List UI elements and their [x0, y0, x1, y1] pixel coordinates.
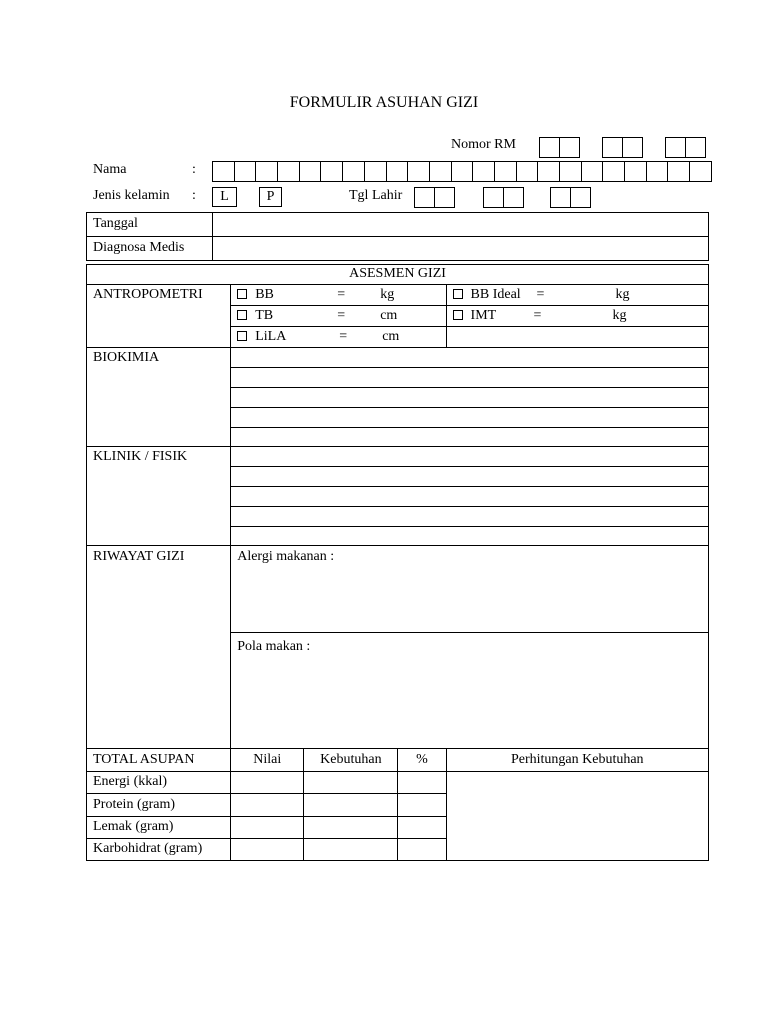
- asesmen-heading: ASESMEN GIZI: [87, 265, 709, 285]
- tgl-lahir-month[interactable]: [483, 187, 523, 208]
- nama-cell[interactable]: [342, 161, 365, 182]
- nomor-rm-group-2[interactable]: [602, 137, 642, 158]
- biokimia-line[interactable]: [231, 368, 709, 388]
- klinik-fisik-label: KLINIK / FISIK: [87, 447, 231, 546]
- nama-cell[interactable]: [516, 161, 539, 182]
- lemak-nilai[interactable]: [231, 817, 304, 839]
- biokimia-line[interactable]: [231, 348, 709, 368]
- alergi-makanan-field[interactable]: [231, 546, 709, 633]
- tb-field[interactable]: TB = cm: [231, 306, 446, 327]
- nama-cell[interactable]: [451, 161, 474, 182]
- pola-makan-field[interactable]: [231, 633, 709, 749]
- nomor-rm-group-1[interactable]: [539, 137, 579, 158]
- nomor-rm-cell[interactable]: [539, 137, 560, 158]
- nama-cell[interactable]: [494, 161, 517, 182]
- lemak-kebutuhan[interactable]: [304, 817, 398, 839]
- nama-cell[interactable]: [646, 161, 669, 182]
- klinik-line[interactable]: [231, 467, 709, 487]
- nomor-rm-cell[interactable]: [602, 137, 623, 158]
- tgl-lahir-label: Tgl Lahir: [349, 188, 403, 203]
- bb-ideal-checkbox[interactable]: [453, 289, 463, 299]
- tb-checkbox[interactable]: [237, 310, 247, 320]
- tgl-lahir-day[interactable]: [414, 187, 454, 208]
- col-persen: %: [398, 749, 446, 772]
- lila-field[interactable]: LiLA = cm: [231, 327, 446, 348]
- perhitungan-kebutuhan-field[interactable]: [446, 772, 708, 861]
- nama-cell[interactable]: [320, 161, 343, 182]
- tgl-lahir-cell[interactable]: [414, 187, 435, 208]
- protein-nilai[interactable]: [231, 794, 304, 817]
- asesmen-table: [86, 264, 709, 861]
- nama-cell[interactable]: [407, 161, 430, 182]
- klinik-line[interactable]: [231, 527, 709, 546]
- energi-persen[interactable]: [398, 772, 446, 794]
- biokimia-line[interactable]: [231, 408, 709, 428]
- diagnosa-field[interactable]: [213, 237, 709, 261]
- nama-cell[interactable]: [255, 161, 278, 182]
- row-karbohidrat-label: Karbohidrat (gram): [87, 839, 231, 861]
- karbohidrat-persen[interactable]: [398, 839, 446, 861]
- nama-cell[interactable]: [472, 161, 495, 182]
- alergi-makanan-label: Alergi makanan :: [237, 549, 335, 564]
- empty-cell: [446, 327, 708, 348]
- nomor-rm-cell[interactable]: [559, 137, 580, 158]
- nomor-rm-label: Nomor RM: [451, 137, 516, 152]
- protein-kebutuhan[interactable]: [304, 794, 398, 817]
- nama-cell[interactable]: [429, 161, 452, 182]
- lemak-persen[interactable]: [398, 817, 446, 839]
- row-energi-label: Energi (kkal): [87, 772, 231, 794]
- nama-cells[interactable]: [212, 161, 711, 182]
- gender-p-box[interactable]: P: [259, 187, 282, 207]
- lila-checkbox[interactable]: [237, 331, 247, 341]
- klinik-line[interactable]: [231, 507, 709, 527]
- tgl-lahir-cell[interactable]: [483, 187, 504, 208]
- nama-cell[interactable]: [559, 161, 582, 182]
- karbohidrat-nilai[interactable]: [231, 839, 304, 861]
- bb-ideal-field[interactable]: BB Ideal = kg: [446, 285, 708, 306]
- nama-cell[interactable]: [234, 161, 257, 182]
- nama-cell[interactable]: [364, 161, 387, 182]
- riwayat-gizi-label: RIWAYAT GIZI: [87, 546, 231, 749]
- nama-cell[interactable]: [689, 161, 712, 182]
- nama-cell[interactable]: [277, 161, 300, 182]
- info-table: [86, 212, 709, 261]
- form-title: FORMULIR ASUHAN GIZI: [289, 94, 479, 111]
- row-lemak-label: Lemak (gram): [87, 817, 231, 839]
- tanggal-label: Tanggal: [87, 213, 213, 237]
- tgl-lahir-cell[interactable]: [503, 187, 524, 208]
- pola-makan-label: Pola makan :: [237, 639, 311, 654]
- nomor-rm-cell[interactable]: [665, 137, 686, 158]
- jenis-kelamin-label: Jenis kelamin: [93, 188, 170, 203]
- col-kebutuhan: Kebutuhan: [304, 749, 398, 772]
- nama-cell[interactable]: [624, 161, 647, 182]
- nama-cell[interactable]: [581, 161, 604, 182]
- imt-field[interactable]: IMT = kg: [446, 306, 708, 327]
- karbohidrat-kebutuhan[interactable]: [304, 839, 398, 861]
- biokimia-label: BIOKIMIA: [87, 348, 231, 447]
- nama-label: Nama: [93, 162, 127, 177]
- energi-nilai[interactable]: [231, 772, 304, 794]
- col-nilai: Nilai: [231, 749, 304, 772]
- biokimia-line[interactable]: [231, 388, 709, 408]
- diagnosa-label: Diagnosa Medis: [87, 237, 213, 261]
- nomor-rm-group-3[interactable]: [665, 137, 705, 158]
- tgl-lahir-cell[interactable]: [434, 187, 455, 208]
- klinik-line[interactable]: [231, 447, 709, 467]
- nama-cell[interactable]: [537, 161, 560, 182]
- total-asupan-label: TOTAL ASUPAN: [87, 749, 231, 772]
- nomor-rm-cell[interactable]: [622, 137, 643, 158]
- energi-kebutuhan[interactable]: [304, 772, 398, 794]
- nama-colon: :: [192, 162, 196, 177]
- jenis-kelamin-colon: :: [192, 188, 196, 203]
- tgl-lahir-cell[interactable]: [570, 187, 591, 208]
- antropometri-label: ANTROPOMETRI: [87, 285, 231, 348]
- nama-cell[interactable]: [386, 161, 409, 182]
- row-protein-label: Protein (gram): [87, 794, 231, 817]
- klinik-line[interactable]: [231, 487, 709, 507]
- bb-field[interactable]: BB = kg: [231, 285, 446, 306]
- nomor-rm-cell[interactable]: [685, 137, 706, 158]
- protein-persen[interactable]: [398, 794, 446, 817]
- biokimia-line[interactable]: [231, 428, 709, 447]
- bb-checkbox[interactable]: [237, 289, 247, 299]
- imt-checkbox[interactable]: [453, 310, 463, 320]
- nama-cell[interactable]: [299, 161, 322, 182]
- nama-cell[interactable]: [667, 161, 690, 182]
- gender-l-box[interactable]: L: [212, 187, 237, 207]
- tgl-lahir-cell[interactable]: [550, 187, 571, 208]
- tanggal-field[interactable]: [213, 213, 709, 237]
- nama-cell[interactable]: [602, 161, 625, 182]
- nama-cell[interactable]: [212, 161, 235, 182]
- col-perhitungan-kebutuhan: Perhitungan Kebutuhan: [446, 749, 708, 772]
- tgl-lahir-year[interactable]: [550, 187, 590, 208]
